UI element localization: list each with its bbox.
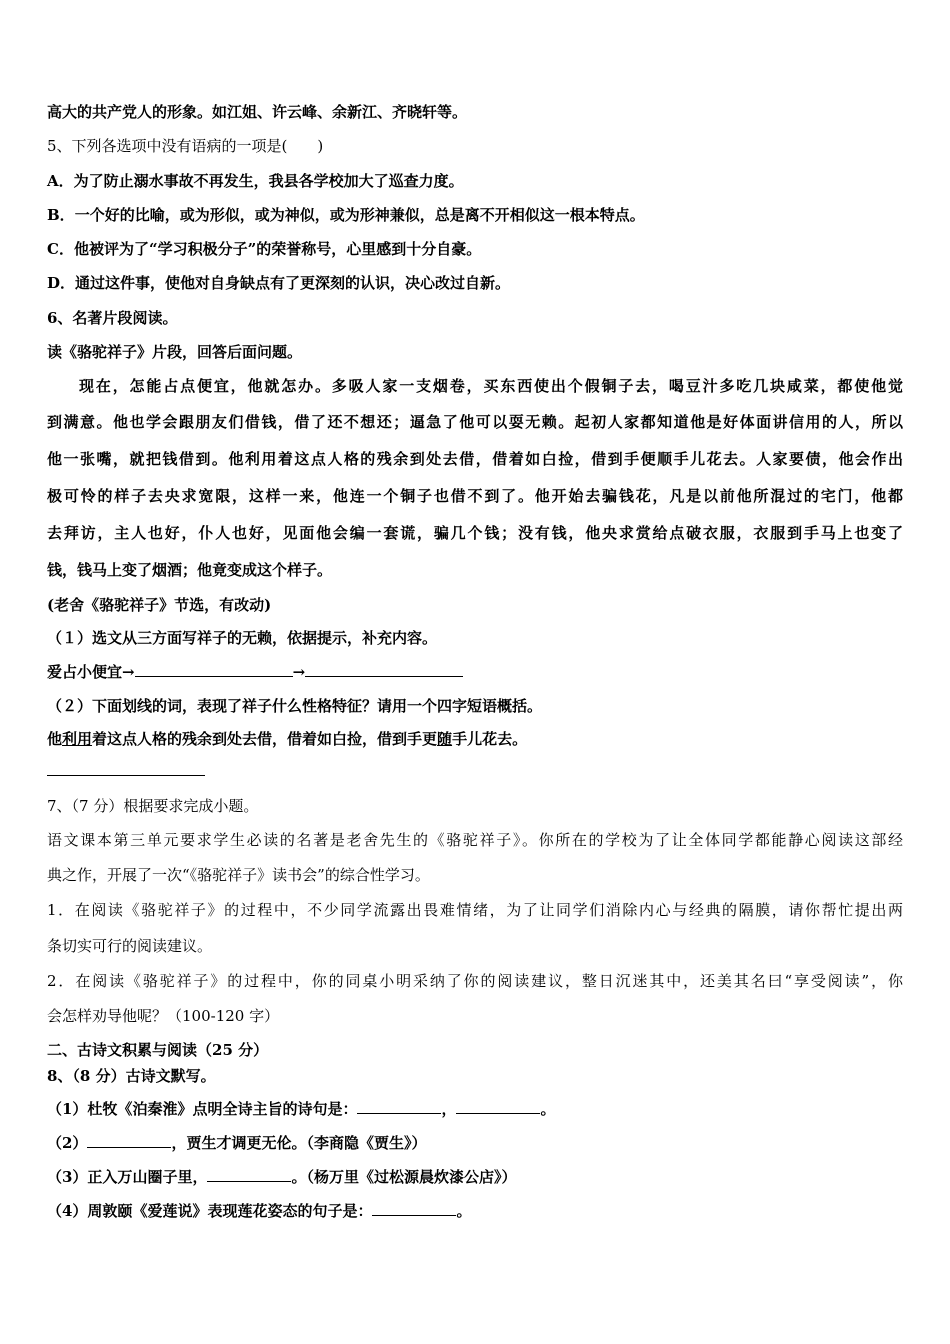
item-text: 。 [456, 1202, 472, 1220]
option-label: A． [47, 172, 74, 190]
answer-blank[interactable] [207, 1167, 291, 1182]
passage-line: 去拜访，主人也好，仆人也好，见面他会编一套谎，骗几个钱；没有钱，他央求赏给点破衣服，衣服到手马上也变了 [47, 524, 903, 542]
q7-intro-line: 典之作，开展了一次“《骆驼祥子》读书会”的综合性学习。 [47, 866, 430, 884]
q6-sub1-fill [47, 662, 463, 682]
item-text: （2） [47, 1134, 88, 1152]
item-text: 。（杨万里《过松源晨炊漆公店》） [291, 1168, 517, 1186]
answer-blank[interactable] [305, 662, 463, 677]
q6-intro: 读《骆驼祥子》片段，回答后面问题。 [47, 343, 303, 361]
underlined-word: 利用 [62, 730, 93, 748]
answer-blank[interactable] [357, 1099, 441, 1114]
item-text: （4）周敦颐《爱莲说》表现莲花姿态的句子是： [47, 1202, 373, 1220]
q8-item-4 [47, 1201, 471, 1221]
item-text: （1）杜牧《泊秦淮》点明全诗主旨的诗句是： [47, 1100, 358, 1118]
q5-option-b [47, 205, 645, 225]
passage-line: 到满意。他也学会跟朋友们借钱，借了还不想还；逼急了他可以耍无赖。起初人家都知道他是好体面讲信用的人，所以 [47, 413, 903, 431]
option-label: D． [47, 274, 76, 292]
q6-sub2: （２）下面划线的词，表现了祥子什么性格特征？请用一个四字短语概括。 [47, 697, 543, 715]
q7-item2-line: 2．在阅读《骆驼祥子》的过程中，你的同桌小明采纳了你的阅读建议，整日沉迷其中，还美其名曰“享受阅读”，你 [47, 972, 903, 990]
q7-stem: 7、（7 分）根据要求完成小题。 [47, 797, 259, 815]
arrow-icon: → [122, 663, 135, 681]
q6-sub1: （１）选文从三方面写祥子的无赖，依据提示，补充内容。 [47, 629, 438, 647]
passage-line: 极可怜的样子去央求宽限，这样一来，他连一个铜子也借不到了。他开始去骗钱花，凡是以前他所混过的宅门，他都 [47, 487, 903, 505]
item-text: 。 [540, 1100, 556, 1118]
sentence-part: 他 [47, 730, 63, 748]
sentence-part: 着这点人格的残余到处去借，借着如白捡，借到手更 [92, 730, 438, 748]
option-text: 一个好的比喻，或为形似，或为神似，或为形神兼似，总是离不开相似这一根本特点。 [74, 206, 645, 224]
arrow-icon: → [292, 663, 306, 681]
q6-sub2-sentence [47, 729, 527, 749]
item-text: ， [441, 1100, 457, 1118]
q4-answer-tail: 高大的共产党人的形象。如江姐、许云峰、余新江、齐晓轩等。 [47, 103, 468, 121]
q5-option-a [47, 171, 464, 191]
option-text: 为了防止溺水事故不再发生，我县各学校加大了巡查力度。 [73, 172, 464, 190]
fill-start-text: 爱占小便宜 [47, 663, 123, 681]
answer-blank[interactable] [456, 1099, 540, 1114]
option-text: 他被评为了“学习积极分子”的荣誉称号，心里感到十分自豪。 [73, 240, 482, 258]
q5-option-c [47, 239, 481, 259]
q8-item-3 [47, 1167, 516, 1187]
section-heading: 二、古诗文积累与阅读（25 分） [47, 1041, 269, 1059]
q8-item-2 [47, 1133, 426, 1153]
q5-option-d [47, 273, 510, 293]
option-label: C． [47, 240, 74, 258]
answer-blank[interactable] [372, 1201, 456, 1216]
q7-intro-line: 语文课本第三单元要求学生必读的名著是老舍先生的《骆驼祥子》。你所在的学校为了让全体同学都能静心阅读这部经 [47, 831, 903, 849]
answer-blank[interactable] [135, 662, 293, 677]
item-text: ，贾生才调更无伦。（李商隐《贾生》） [171, 1134, 427, 1152]
q6-stem: 6、名著片段阅读。 [47, 309, 178, 327]
passage-line: 现在，怎能占点便宜，他就怎办。多吸人家一支烟卷，买东西使出个假铜子去，喝豆汁多吃几块咸菜，都使他觉 [79, 377, 903, 395]
q8-item-1 [47, 1099, 555, 1119]
answer-blank[interactable] [87, 1133, 171, 1148]
q5-stem: 5、下列各选项中没有语病的一项是( ) [47, 137, 324, 155]
answer-blank-line[interactable] [47, 775, 205, 776]
q7-item2-line: 会怎样劝导他呢？（100-120 字） [47, 1007, 280, 1025]
passage-line: 钱，钱马上变了烟酒；他竟变成这个样子。 [47, 561, 333, 579]
q7-item1-line: 条切实可行的阅读建议。 [47, 937, 213, 955]
q7-item1-line: 1．在阅读《骆驼祥子》的过程中，不少同学流露出畏难情绪，为了让同学们消除内心与经典的隔膜，请你帮忙提出两 [47, 901, 903, 919]
q8-stem: 8、（8 分）古诗文默写。 [47, 1067, 216, 1085]
passage-source: (老舍《骆驼祥子》节选，有改动) [47, 596, 272, 614]
underlined-word: 随 [437, 730, 453, 748]
passage-line: 他一张嘴，就把钱借到。他利用着这点人格的残余到处去借，借着如白捡，借到手便顺手儿花去。人家要债，他会作出 [47, 450, 903, 468]
option-text: 通过这件事，使他对自身缺点有了更深刻的认识，决心改过自新。 [75, 274, 511, 292]
item-text: （3）正入万山圈子里， [47, 1168, 208, 1186]
option-label: B． [47, 206, 75, 224]
sentence-part: 手儿花去。 [452, 730, 528, 748]
